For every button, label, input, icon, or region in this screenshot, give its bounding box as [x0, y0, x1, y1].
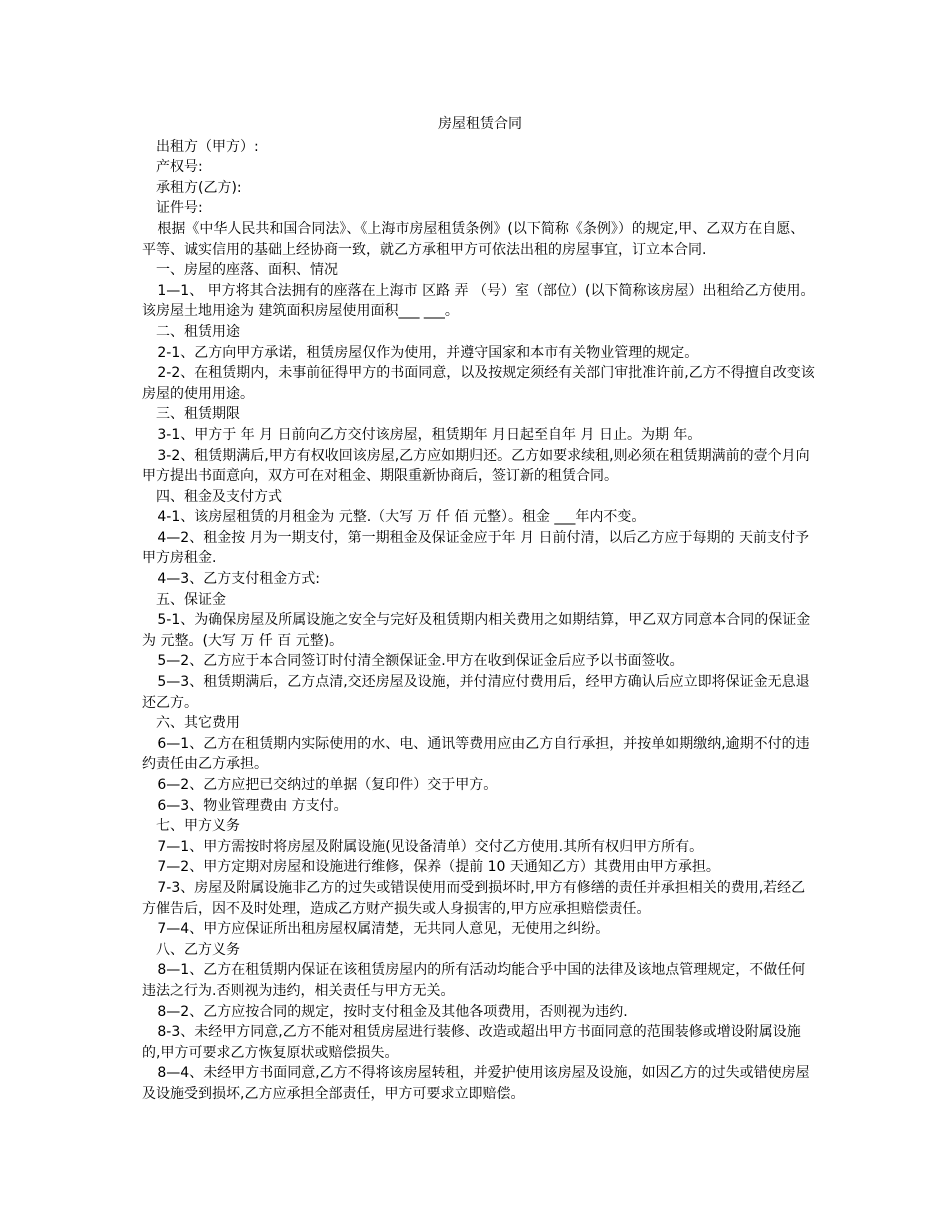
clause-3-2: 3-2、租赁期满后,甲方有权收回该房屋,乙方应如期归还。乙方如要求续租,则必须在租赁期满前的壹个月向甲方提出书面意向，双方可在对租金、期限重新协商后，签订新的租赁合同。 [142, 447, 810, 485]
clause-8-1: 8—1、乙方在租赁期内保证在该租赁房屋内的所有活动均能合乎中国的法律及该地点管理规定，不做任何违法之行为.否则视为违约，相关责任与甲方无关。 [142, 962, 806, 999]
clause-6-1: 6—1、乙方在租赁期内实际使用的水、电、通讯等费用应由乙方自行承担，并按单如期缴纳,逾期不付的违约责任由乙方承担。 [142, 735, 810, 773]
clause-5-1: 5-1、为确保房屋及所属设施之安全与完好及租赁期内相关费用之如期结算，甲乙双方同意本合同的保证金为 元整。(大写 万 仟 百 元整)。 [142, 612, 811, 649]
section-heading-1: 一、房屋的座落、面积、情况 [156, 262, 338, 279]
clause-4-2: 4—2、租金按 月为一期支付，第一期租金及保证金应于年 月 日前付清，以后乙方应于每期的 天前支付予甲方房租金. [142, 529, 810, 567]
section-heading-7: 七、甲方义务 [156, 818, 240, 835]
clause-5-2: 5—2、乙方应于本合同签订时付清全额保证金.甲方在收到保证金后应予以书面签收。 [157, 653, 684, 670]
lessee-field: 承租方(乙方): [156, 179, 242, 196]
clause-4-3: 4—3、乙方支付租金方式: [157, 571, 320, 588]
clause-1-1: 1—1、 甲方将其合法拥有的座落在上海市 区路 弄 （号）室（部位）(以下简称该房屋）出租给乙方使用。该房屋土地用途为 建筑面积房屋使用面积___ ___。 [142, 282, 815, 320]
section-heading-4: 四、租金及支付方式 [156, 488, 282, 505]
section-heading-5: 五、保证金 [156, 591, 226, 608]
clause-6-3: 6—3、物业管理费由 方支付。 [157, 797, 348, 814]
clause-7-3: 7-3、房屋及附属设施非乙方的过失或错误使用而受到损坏时,甲方有修缮的责任并承担相关的费用,若经乙方催告后，因不及时处理，造成乙方财产损失或人身损害的,甲方应承担赔偿责任。 [142, 879, 806, 917]
section-heading-3: 三、租赁期限 [156, 406, 240, 423]
section-heading-8: 八、乙方义务 [156, 941, 240, 958]
clause-7-4: 7—4、甲方应保证所出租房屋权属清楚，无共同人意见，无使用之纠纷。 [157, 921, 610, 938]
contract-page [142, 114, 818, 1105]
clause-2-1: 2-1、乙方向甲方承诺，租赁房屋仅作为使用，并遵守国家和本市有关物业管理的规定。 [157, 344, 699, 361]
clause-7-2: 7—2、甲方定期对房屋和设施进行维修，保养（提前 10 天通知乙方）其费用由甲方承担。 [157, 859, 720, 876]
preamble-paragraph: 根据《中华人民共和国合同法》、《上海市房屋租赁条例》(以下简称《条例》）的规定,甲、乙双方在自愿、平等、诚实信用的基础上经协商一致，就乙方承租甲方可依法出租的房屋事宜，订立本合同. [142, 220, 805, 258]
clause-8-4: 8—4、未经甲方书面同意,乙方不得将该房屋转租，并爱护使用该房屋及设施，如因乙方的过失或错使房屋及设施受到损坏,乙方应承担全部责任，甲方可要求立即赔偿。 [142, 1065, 810, 1102]
clause-3-1: 3-1、甲方于 年 月 日前向乙方交付该房屋，租赁期年 月日起至自年 月 日止。为期 年。 [157, 426, 702, 443]
clause-4-1: 4-1、该房屋租赁的月租金为 元整.（大写 万 仟 佰 元整）。租金 ___年内不变。 [157, 509, 646, 526]
clause-5-3: 5—3、租赁期满后，乙方点清,交还房屋及设施，并付清应付费用后，经甲方确认后应立即将保证金无息退还乙方。 [142, 674, 810, 711]
section-heading-6: 六、其它费用 [156, 715, 240, 732]
document-title: 房屋租赁合同 [438, 116, 522, 132]
section-heading-2: 二、租赁用途 [156, 323, 240, 340]
clause-7-1: 7—1、甲方需按时将房屋及附属设施(见设备清单）交付乙方使用.其所有权归甲方所有。 [157, 838, 704, 855]
lessor-field: 出租方（甲方）: [156, 138, 259, 155]
clause-8-2: 8—2、乙方应按合同的规定，按时支付租金及其他各项费用，否则视为违约. [157, 1003, 628, 1020]
clause-6-2: 6—2、乙方应把已交纳过的单据（复印件）交于甲方。 [157, 777, 498, 793]
clause-8-3: 8-3、未经甲方同意,乙方不能对租赁房屋进行装修、改造或超出甲方书面同意的范围装修或增设附属设施的,甲方可要求乙方恢复原状或赔偿损失。 [142, 1024, 801, 1061]
clause-2-2: 2-2、在租赁期内，未事前征得甲方的书面同意，以及按规定须经有关部门审批准许前,乙方不得擅自改变该房屋的使用用途。 [142, 365, 815, 402]
property-number-field: 产权号: [156, 159, 203, 176]
id-number-field: 证件号: [156, 200, 203, 217]
